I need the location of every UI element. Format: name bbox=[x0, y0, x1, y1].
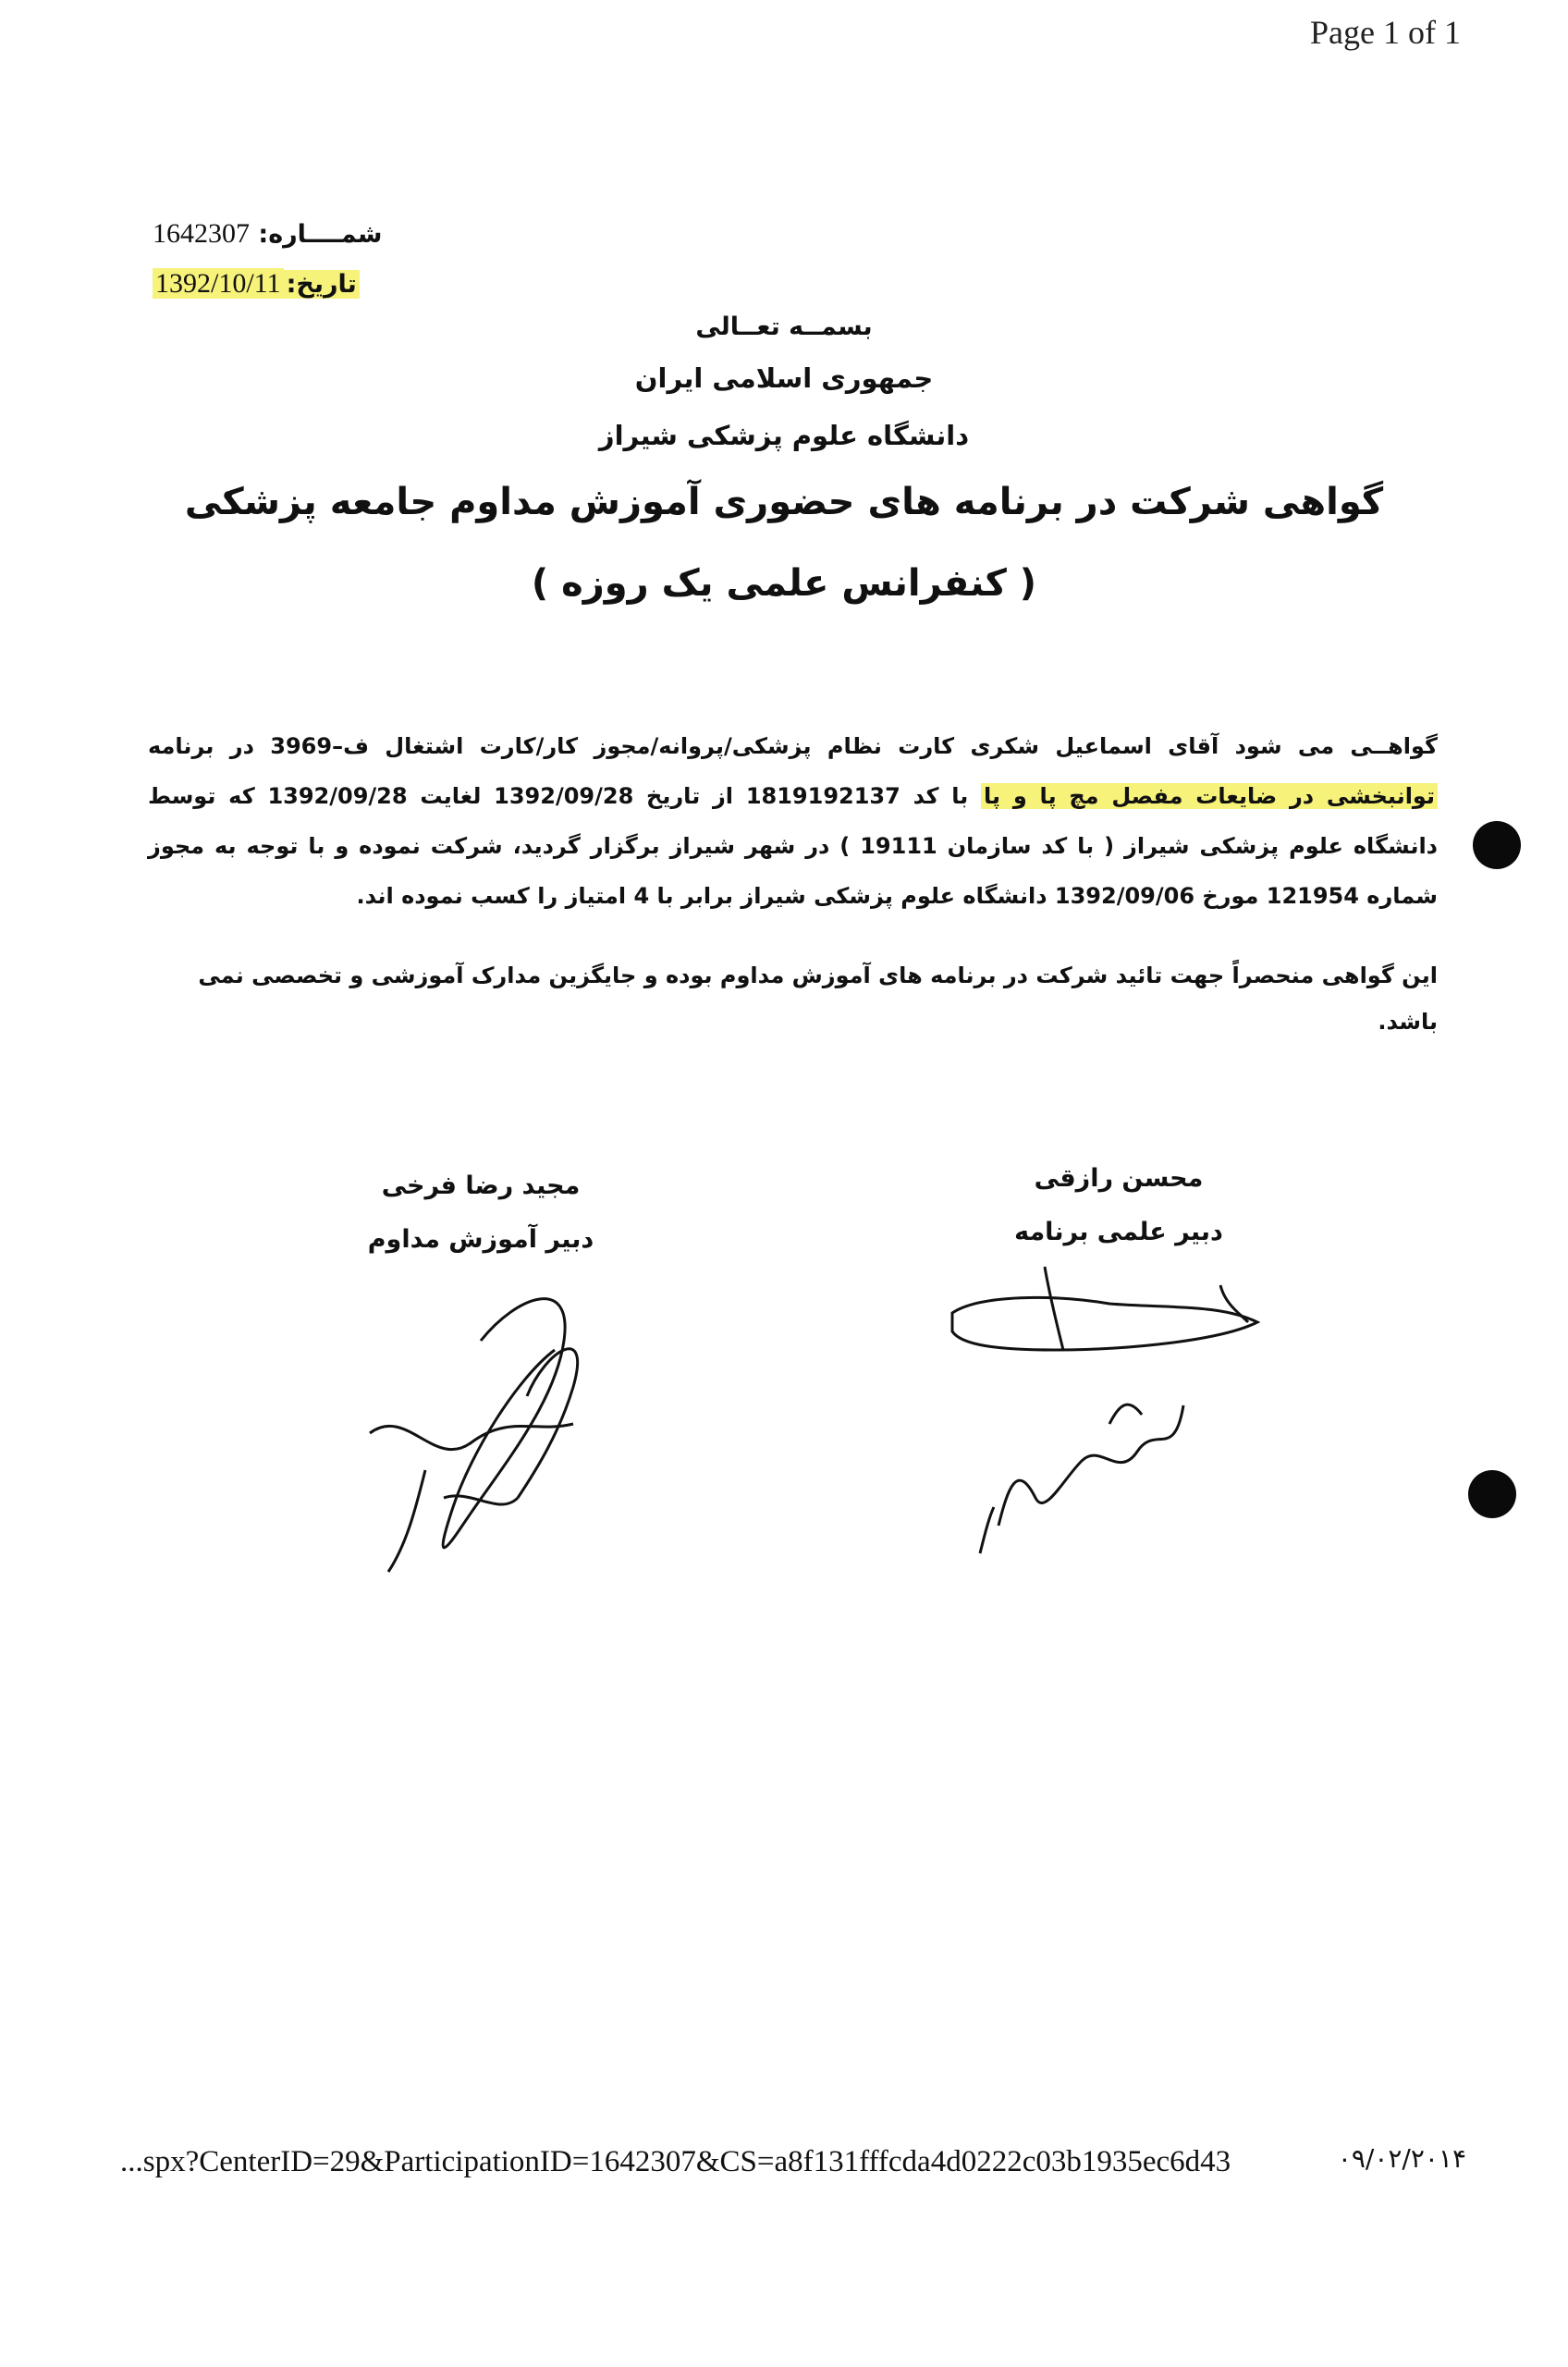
university-name: دانشگاه علوم پزشکی شیراز bbox=[598, 420, 970, 451]
certificate-title: گواهی شرکت در برنامه های حضوری آموزش مداوم جامعه پزشکی bbox=[184, 481, 1384, 523]
body-part-1: گواهــی می شود آقای اسماعیل شکری کارت نظام پزشکی/پروانه/مجوز کار/کارت اشتغال ف–3969 در برنامه bbox=[148, 733, 1438, 759]
punch-hole-bottom bbox=[1468, 1470, 1516, 1518]
page-indicator: Page 1 of 1 bbox=[1310, 14, 1461, 51]
certificate-note: این گواهی منحصراً جهت تائید شرکت در برنامه های آموزش مداوم بوده و جایگزین مدارک آموزشی و تخصصی نمی باشد. bbox=[198, 963, 1438, 1035]
signer-name-right: محسن رازقی bbox=[1034, 1164, 1204, 1193]
footer-url: ...spx?CenterID=29&ParticipationID=1642307&CS=a8f131fffcda4d0222c03b1935ec6d43 bbox=[120, 2145, 1231, 2178]
bismillah: بسمــه تعــالی bbox=[695, 313, 873, 341]
signer-name-left: مجید رضا فرخی bbox=[381, 1171, 581, 1200]
body-part-2: با کد 1819192137 از تاریخ 1392/09/28 لغایت 1392/09/28 که توسط دانشگاه علوم پزشکی شیراز ( با کد سازمان 19111 ) در شهر شیراز برگزار گردید، شرکت نموده و با توجه به مجوز شماره 121954 مورخ 1392/09/06 دانشگاه علوم پزشکی شیراز برابر با 4 امتیاز را کسب نموده اند. bbox=[148, 783, 1438, 909]
signer-role-left: دبیر آموزش مداوم bbox=[367, 1225, 594, 1254]
signature-right bbox=[952, 1152, 1285, 1259]
right-signature-scribble bbox=[943, 1257, 1276, 1572]
country-name: جمهوری اسلامی ایران bbox=[634, 362, 934, 394]
certificate-number bbox=[153, 218, 382, 250]
date-label: تاریخ: bbox=[284, 270, 360, 299]
signature-left bbox=[314, 1159, 647, 1267]
date-value: 1392/10/11 bbox=[153, 268, 284, 299]
certificate-body bbox=[148, 721, 1438, 921]
certificate-date bbox=[153, 268, 360, 300]
number-value: 1642307 bbox=[153, 218, 250, 249]
number-label: شمــــاره: bbox=[258, 220, 383, 249]
left-signature-scribble bbox=[351, 1285, 629, 1581]
footer-date: ۰۹/۰۲/۲۰۱۴ bbox=[1337, 2143, 1466, 2174]
punch-hole-top bbox=[1473, 821, 1521, 869]
signer-role-right: دبیر علمی برنامه bbox=[1014, 1218, 1223, 1246]
certificate-subtitle: ( کنفرانس علمی یک روزه ) bbox=[531, 562, 1037, 605]
program-title: توانبخشی در ضایعات مفصل مچ پا و پا bbox=[981, 783, 1438, 809]
